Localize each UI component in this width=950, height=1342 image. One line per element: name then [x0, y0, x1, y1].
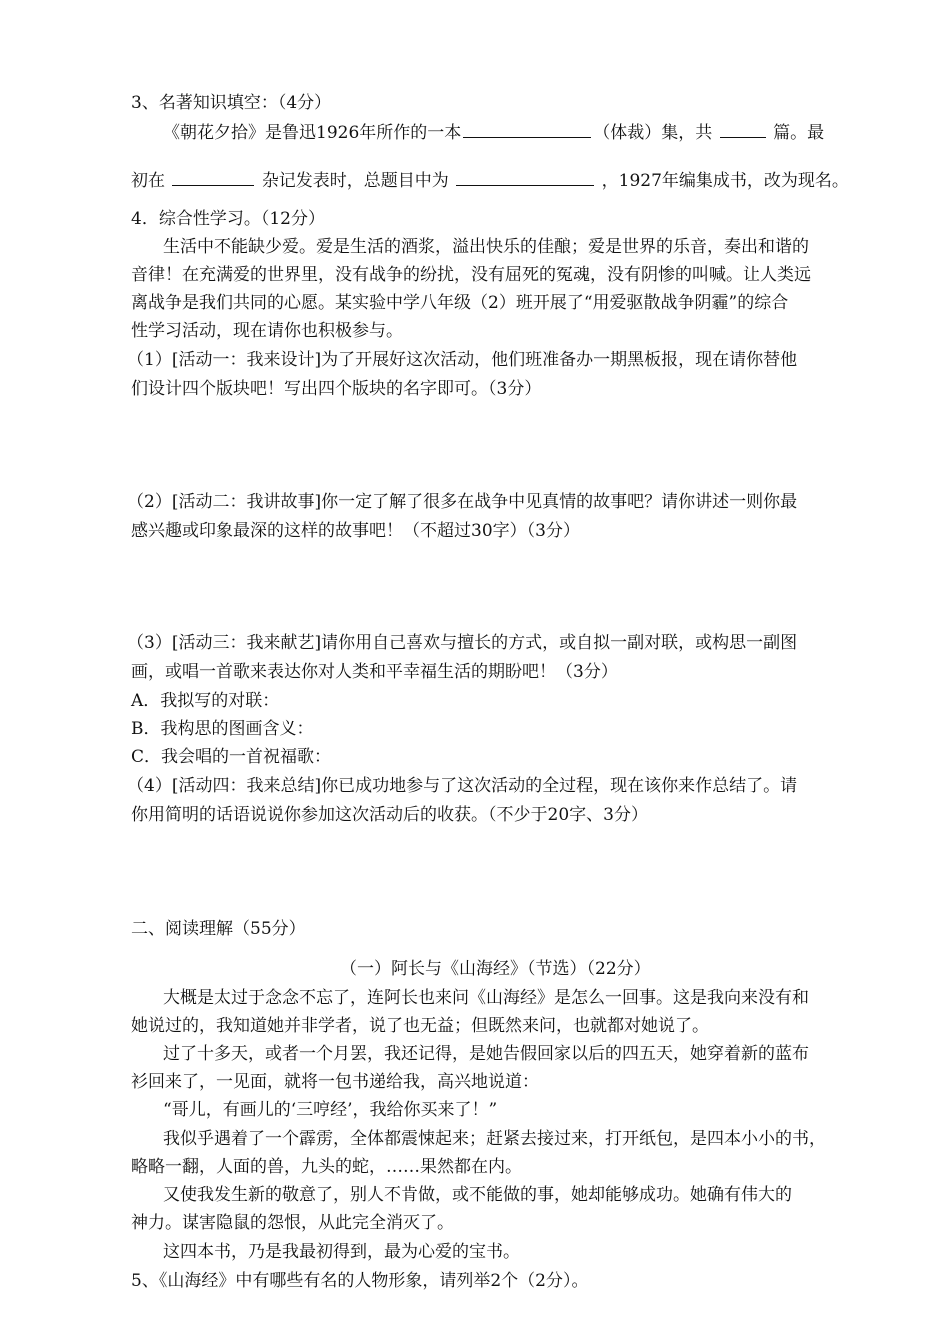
activity-1-line: 们设计四个版块吧！写出四个版块的名字即可。（3分）: [131, 379, 542, 399]
q3-line1: [163, 121, 824, 145]
passage-line: 这四本书，乃是我最初得到，最为心爱的宝书。: [163, 1242, 520, 1262]
activity-1-line: （1）[活动一：我来设计]为了开展好这次活动，他们班准备办一期黑板报，现在请你替他: [127, 350, 798, 370]
activity-4-line: 你用简明的话语说说你参加这次活动后的收获。（不少于20字、3分）: [131, 805, 648, 825]
activity-3-line: 画，或唱一首歌来表达你对人类和平幸福生活的期盼吧！（3分）: [131, 662, 618, 682]
q4-intro-line: 音律！在充满爱的世界里，没有战争的纷扰，没有屈死的冤魂，没有阴惨的叫喊。让人类远: [131, 265, 811, 285]
passage-line: 又使我发生新的敬意了，别人不肯做，或不能做的事，她却能够成功。她确有伟大的: [163, 1185, 792, 1205]
count-blank[interactable]: [720, 121, 766, 138]
passage-line: 衫回来了，一见面，就将一包书递给我，高兴地说道：: [131, 1072, 539, 1092]
option-b: B．我构思的图画含义：: [131, 719, 314, 739]
q4-intro-line: 离战争是我们共同的心愿。某实验中学八年级（2）班开展了“用爱驱散战争阴霾”的综合: [131, 293, 789, 313]
q3-text-b: （体裁）集，共: [593, 123, 713, 143]
activity-4-line: （4）[活动四：我来总结]你已成功地参与了这次活动的全过程，现在该你来作总结了。请: [127, 776, 798, 796]
passage-title: （一）阿长与《山海经》（节选）（22分）: [340, 959, 651, 979]
q4-intro-line: 性学习活动，现在请你也积极参与。: [131, 321, 403, 341]
q3-text-e: 杂记发表时，总题目中为: [261, 171, 449, 191]
question-5: 5、《山海经》中有哪些有名的人物形象，请列举2个（2分）。: [131, 1271, 589, 1291]
passage-line: 我似乎遇着了一个霹雳，全体都震悚起来；赶紧去接过来，打开纸包，是四本小小的书，: [163, 1129, 826, 1149]
q3-text-d: 初在: [131, 171, 165, 191]
q3-text-f: ，1927年编集成书，改为现名。: [601, 171, 849, 191]
q3-title: 3、名著知识填空：（4分）: [131, 93, 332, 113]
passage-line: 神力。谋害隐鼠的怨恨，从此完全消灭了。: [131, 1213, 454, 1233]
passage-line: “哥儿，有画儿的‘三哼经’，我给你买来了！”: [163, 1100, 498, 1120]
option-c: C．我会唱的一首祝福歌：: [131, 747, 332, 767]
activity-2-line: 感兴趣或印象最深的这样的故事吧！（不超过30字）（3分）: [131, 521, 580, 541]
q3-text-a: 《朝花夕拾》是鲁迅1926年所作的一本: [163, 123, 462, 143]
passage-line: 略略一翻，人面的兽，九头的蛇，……果然都在内。: [131, 1157, 522, 1177]
title-blank[interactable]: [456, 169, 594, 186]
activity-3-line: （3）[活动三：我来献艺]请你用自己喜欢与擅长的方式，或自拟一副对联，或构思一副图: [127, 633, 798, 653]
q3-line2: [131, 169, 849, 193]
q4-title: 4．综合性学习。（12分）: [131, 209, 325, 229]
passage-line: 大概是太过于念念不忘了，连阿长也来问《山海经》是怎么一回事。这是我向来没有和: [163, 988, 809, 1008]
option-a: A．我拟写的对联：: [131, 691, 280, 711]
q3-text-c: 篇。最: [773, 123, 825, 143]
passage-line: 她说过的，我知道她并非学者，说了也无益；但既然来问，也就都对她说了。: [131, 1016, 709, 1036]
passage-line: 过了十多天，或者一个月罢，我还记得，是她告假回家以后的四五天，她穿着新的蓝布: [163, 1044, 809, 1064]
activity-2-line: （2）[活动二：我讲故事]你一定了解了很多在战争中见真情的故事吧？请你讲述一则你最: [127, 492, 798, 512]
section2-title: 二、阅读理解（55分）: [131, 919, 306, 939]
genre-blank[interactable]: [463, 121, 591, 138]
magazine-blank[interactable]: [172, 169, 254, 186]
q4-intro-line: 生活中不能缺少爱。爱是生活的酒浆，溢出快乐的佳酿；爱是世界的乐音，奏出和谐的: [163, 237, 809, 257]
